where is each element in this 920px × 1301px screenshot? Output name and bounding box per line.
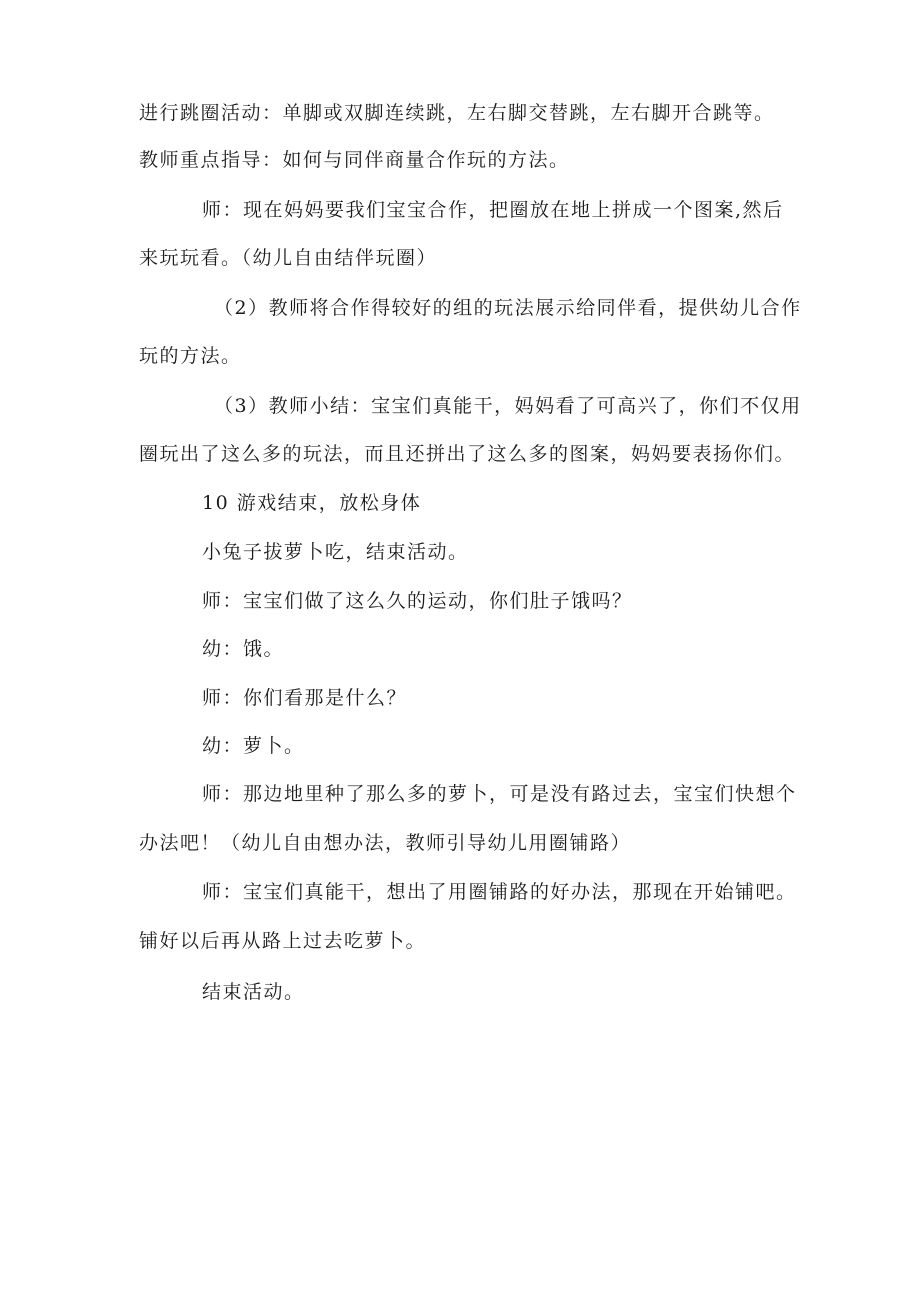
text-line-11: 师：宝宝们做了这么久的运动，你们肚子饿吗？ <box>202 590 633 612</box>
text-line-4: 来玩玩看。（幼儿自由结伴玩圈） <box>139 247 438 269</box>
text-line-3: 师：现在妈妈要我们宝宝合作，把圈放在地上拼成一个图案,然后 <box>202 199 784 221</box>
text-line-6: 玩的方法。 <box>139 345 242 367</box>
text-line-18: 铺好以后再从路上过去吃萝卜。 <box>139 930 427 952</box>
text-line-10: 小兔子拔萝卜吃，结束活动。 <box>202 541 469 563</box>
text-line-12: 幼：饿。 <box>202 638 285 660</box>
section-heading: 10 游戏结束，放松身体 <box>202 492 422 514</box>
text-line-1: 进行跳圈活动：单脚或双脚连续跳，左右脚交替跳，左右脚开合跳等。 <box>139 102 775 124</box>
text-line-14: 幼：萝卜。 <box>202 735 305 757</box>
text-line-13: 师：你们看那是什么？ <box>202 687 408 709</box>
text-line-17: 师：宝宝们真能干，想出了用圈铺路的好办法，那现在开始铺吧。 <box>202 881 797 903</box>
text-line-2: 教师重点指导：如何与同伴商量合作玩的方法。 <box>139 149 570 171</box>
text-line-5: （2）教师将合作得较好的组的玩法展示给同伴看，提供幼儿合作 <box>214 297 802 319</box>
text-line-7: （3）教师小结：宝宝们真能干，妈妈看了可高兴了，你们不仅用 <box>214 395 802 417</box>
text-line-19: 结束活动。 <box>202 981 305 1003</box>
text-line-16: 办法吧！（幼儿自由想办法，教师引导幼儿用圈铺路） <box>139 832 632 854</box>
text-line-15: 师：那边地里种了那么多的萝卜，可是没有路过去，宝宝们快想个 <box>202 783 797 805</box>
text-line-8: 圈玩出了这么多的玩法，而且还拼出了这么多的图案，妈妈要表扬你们。 <box>139 443 796 465</box>
